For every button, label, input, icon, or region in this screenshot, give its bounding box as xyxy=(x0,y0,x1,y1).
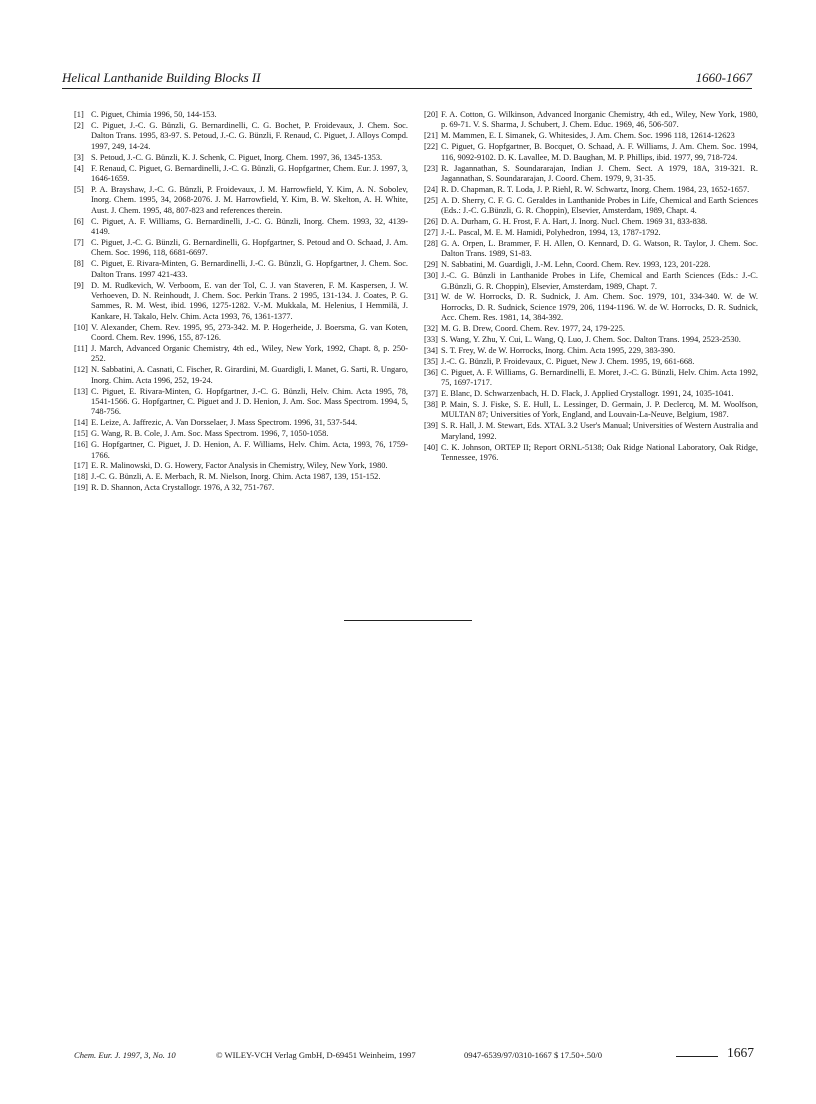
reference-number: [5] xyxy=(74,184,84,194)
reference-item xyxy=(74,217,408,238)
reference-item xyxy=(74,483,408,493)
reference-number: [20] xyxy=(424,110,438,119)
reference-number: [22] xyxy=(424,142,438,152)
reference-number: [23] xyxy=(424,163,438,173)
reference-number: [18] xyxy=(74,472,88,482)
reference-text: C. Piguet, A. F. Williams, G. Bernardinelli, E. Moret, J.-C. G. Bünzli, Helv. Chim. Acta 1992, 75, 1697-1717. xyxy=(441,367,758,388)
reference-text: C. Piguet, A. F. Williams, G. Bernardinelli, J.-C. G. Bünzli, Inorg. Chem. 1993, 32, 4139-4149. xyxy=(91,216,408,236)
reference-item xyxy=(424,443,758,464)
reference-text: J. March, Advanced Organic Chemistry, 4th ed., Wiley, New York, 1992, Chapt. 8, p. 250-252. xyxy=(91,343,408,364)
reference-item xyxy=(424,400,758,421)
reference-number: [26] xyxy=(424,217,438,227)
reference-item xyxy=(424,346,758,356)
reference-number: [19] xyxy=(74,483,88,493)
reference-text: S. T. Frey, W. de W. Horrocks, Inorg. Chim. Acta 1995, 229, 383-390. xyxy=(441,345,676,355)
reference-item xyxy=(424,271,758,292)
reference-item xyxy=(424,164,758,185)
reference-text: G. Wang, R. B. Cole, J. Am. Soc. Mass Spectrom. 1996, 7, 1050-1058. xyxy=(91,429,329,439)
reference-text: E. Leize, A. Jaffrezic, A. Van Dorsselaer, J. Mass Spectrom. 1996, 31, 537-544. xyxy=(91,418,358,428)
reference-item xyxy=(74,153,408,163)
end-of-article-rule xyxy=(344,620,472,621)
reference-item xyxy=(424,131,758,141)
page-range: 1660-1667 xyxy=(695,70,752,85)
reference-item xyxy=(74,323,408,344)
references-left-column xyxy=(74,110,408,494)
reference-text: R. D. Chapman, R. T. Loda, J. P. Riehl, R. W. Schwartz, Inorg. Chem. 1984, 23, 1652-1657. xyxy=(441,184,750,194)
reference-text: C. Piguet, E. Rivara-Minten, G. Hopfgartner, J.-C. G. Bünzli, Helv. Chim. Acta 1995, 78, 1541-1566. G. Hopfgartner, C. Piguet and J. D. Henion, J. Am. Soc. Mass Spectrom. 1994, 5, 748-756. xyxy=(91,386,408,417)
reference-text: D. M. Rudkevich, W. Verboom, E. van der Tol, C. J. van Staveren, F. M. Kaspersen, J. W. Verhoeven, D. N. Reinhoudt, J. Chem. Soc. Perkin Trans. 2 1995, 131-134. J. Coates, P. G. Sammes, R. M. West, ibid. 1996, 1275-1282. V.-M. Mukkala, M. Helenius, I Hemmilä, J. Kankare, H. Takalo, Helv. Chim. Acta 1993, 76, 1361-1377. xyxy=(91,280,408,321)
reference-number: [29] xyxy=(424,260,438,270)
reference-item xyxy=(424,142,758,163)
reference-number: [17] xyxy=(74,461,88,471)
reference-text: J.-C. G. Bünzli, A. E. Merbach, R. M. Nielson, Inorg. Chim. Acta 1987, 139, 151-152. xyxy=(91,472,381,482)
reference-number: [6] xyxy=(74,216,84,226)
reference-text: M. Mammen, E. I. Simanek, G. Whitesides, J. Am. Chem. Soc. 1996 118, 12614-12623 xyxy=(441,131,735,141)
page-number: 1667 xyxy=(727,1045,754,1060)
reference-number: [31] xyxy=(424,292,438,302)
reference-text: P. A. Brayshaw, J.-C. G. Bünzli, P. Froidevaux, J. M. Harrowfield, Y. Kim, A. N. Sobolev, Inorg. Chem. 1995, 34, 2068-2076. J. M. Harrowfield, Y. Kim, B. W. Skelton, A. H. White, Aust. J. Chem. 1995, 48, 807-823 and references therein. xyxy=(91,184,408,215)
reference-item xyxy=(74,365,408,386)
reference-item xyxy=(74,387,408,418)
reference-item xyxy=(74,238,408,259)
reference-number: [8] xyxy=(74,259,84,269)
reference-number: [30] xyxy=(424,271,438,281)
reference-text: N. Sabbatini, M. Guardigli, J.-M. Lehn, Coord. Chem. Rev. 1993, 123, 201-228. xyxy=(441,260,711,270)
reference-item xyxy=(424,421,758,442)
reference-item xyxy=(424,217,758,227)
reference-item xyxy=(424,357,758,367)
footer-publisher: © WILEY-VCH Verlag GmbH, D-69451 Weinheim, 1997 xyxy=(216,1050,416,1060)
reference-item xyxy=(424,110,758,131)
reference-text: G. Hopfgartner, C. Piguet, J. D. Henion, A. F. Williams, Helv. Chim. Acta, 1993, 76, 1759-1766. xyxy=(91,440,408,460)
reference-text: W. de W. Horrocks, D. R. Sudnick, J. Am. Chem. Soc. 1979, 101, 334-340. W. de W. Horrocks, D. R. Sudnick, Science 1979, 206, 1194-1196. W. de W. Horrocks, D. R. Sudnick, Acc. Chem. Res. 1981, 14, 384-392. xyxy=(441,292,758,323)
reference-item xyxy=(424,260,758,270)
reference-item xyxy=(74,344,408,365)
reference-text: D. A. Durham, G. H. Frost, F. A. Hart, J. Inorg. Nucl. Chem. 1969 31, 833-838. xyxy=(441,217,708,227)
reference-text: R. Jagannathan, S. Soundararajan, Indian J. Chem. Sect. A 1979, 18A, 319-321. R. Jagannathan, S. Soundararajan, J. Coord. Chem. 1979, 9, 31-35. xyxy=(441,163,758,183)
reference-item xyxy=(424,185,758,195)
reference-number: [38] xyxy=(424,399,438,409)
reference-text: S. R. Hall, J. M. Stewart, Eds. XTAL 3.2 User's Manual; Universities of Western Australia and Maryland, 1992. xyxy=(441,421,758,441)
reference-item xyxy=(74,110,408,120)
reference-text: C. Piguet, E. Rivara-Minten, G. Bernardinelli, J.-C. G. Bünzli, G. Hopfgartner, J. Chem. Soc. Dalton Trans. 1997 421-433. xyxy=(91,259,408,279)
reference-number: [11] xyxy=(74,343,88,353)
reference-text: R. D. Shannon, Acta Crystallogr. 1976, A 32, 751-767. xyxy=(91,483,275,493)
references-right-column xyxy=(424,110,758,464)
reference-number: [24] xyxy=(424,184,438,194)
reference-number: [1] xyxy=(74,110,84,119)
reference-item xyxy=(74,429,408,439)
reference-number: [13] xyxy=(74,386,88,396)
reference-text: C. Piguet, J.-C. G. Bünzli, G. Bernardinelli, G. Hopfgartner, S. Petoud and O. Schaad, J. Am. Chem. Soc. 1996, 118, 6681-6697. xyxy=(91,237,408,258)
footer-article-code: 0947-6539/97/0310-1667 $ 17.50+.50/0 xyxy=(464,1050,603,1060)
reference-item xyxy=(424,239,758,260)
reference-text: C. Piguet, Chimia 1996, 50, 144-153. xyxy=(91,110,217,119)
reference-number: [36] xyxy=(424,367,438,377)
reference-text: V. Alexander, Chem. Rev. 1995, 95, 273-342. M. P. Hogerheide, J. Boersma, G. van Koten, Coord. Chem. Rev. 1996, 155, 87-126. xyxy=(91,322,408,343)
header-rule xyxy=(62,88,752,89)
reference-item xyxy=(424,228,758,238)
reference-item xyxy=(74,121,408,152)
reference-text: C. Piguet, G. Hopfgartner, B. Bocquet, O. Schaad, A. F. Williams, J. Am. Chem. Soc. 1994, 116, 9092-9102. D. K. Lavallee, M. D. Baughan, M. P. Phillips, ibid. 1977, 99, 718-724. xyxy=(441,142,758,162)
reference-number: [21] xyxy=(424,131,438,141)
reference-number: [37] xyxy=(424,389,438,399)
reference-number: [16] xyxy=(74,440,88,450)
reference-text: N. Sabbatini, A. Casnati, C. Fischer, R. Girardini, M. Guardigli, I. Manet, G. Sarti, R. Ungaro, Inorg. Chim. Acta 1996, 252, 19-24. xyxy=(91,365,408,385)
reference-text: P. Main, S. J. Fiske, S. E. Hull, L. Lessinger, D. Germain, J. P. Declercq, M. M. Woolfson, MULTAN 87; Universities of York, England, and Louvain-La-Neuve, Belgium, 1987. xyxy=(441,399,758,420)
reference-item xyxy=(74,281,408,323)
reference-number: [25] xyxy=(424,195,438,205)
reference-item xyxy=(74,461,408,471)
reference-text: C. K. Johnson, ORTEP II; Report ORNL-5138; Oak Ridge National Laboratory, Oak Ridge, Tennessee, 1976. xyxy=(441,442,758,462)
running-header xyxy=(62,70,752,90)
reference-text: E. Blanc, D. Schwarzenbach, H. D. Flack, J. Applied Crystallogr. 1991, 24, 1035-1041. xyxy=(441,389,734,399)
reference-item xyxy=(424,368,758,389)
reference-number: [12] xyxy=(74,365,88,375)
reference-number: [39] xyxy=(424,421,438,431)
reference-number: [7] xyxy=(74,237,84,247)
reference-number: [32] xyxy=(424,324,438,334)
reference-item xyxy=(74,472,408,482)
reference-text: E. R. Malinowski, D. G. Howery, Factor Analysis in Chemistry, Wiley, New York, 1980. xyxy=(91,461,388,471)
reference-text: A. D. Sherry, C. F. G. C. Geraldes in Lanthanide Probes in Life, Chemical and Earth Sciences (Eds.: J.-C. G.Bünzli, G. R. Choppin), Elsevier, Amsterdam, 1989, Chapt. 4. xyxy=(441,195,758,216)
reference-item xyxy=(424,196,758,217)
reference-number: [33] xyxy=(424,335,438,345)
reference-number: [27] xyxy=(424,227,438,237)
reference-item xyxy=(424,389,758,399)
reference-number: [2] xyxy=(74,120,84,130)
reference-number: [9] xyxy=(74,280,84,290)
reference-text: J.-C. G. Bünzli, P. Froidevaux, C. Piguet, New J. Chem. 1995, 19, 661-668. xyxy=(441,356,695,366)
reference-number: [14] xyxy=(74,418,88,428)
reference-item xyxy=(74,259,408,280)
reference-text: J.-C. G. Bünzli in Lanthanide Probes in Life, Chemical and Earth Sciences (Eds.: J.-C. G.Bünzli, G. R. Choppin), Elsevier, Amsterdam, 1989, Chapt. 7. xyxy=(441,271,758,291)
reference-number: [3] xyxy=(74,152,84,162)
footer-journal-citation: Chem. Eur. J. 1997, 3, No. 10 xyxy=(74,1050,176,1060)
reference-text: C. Piguet, J.-C. G. Bünzli, G. Bernardinelli, C. G. Bochet, P. Froidevaux, J. Chem. Soc. Dalton Trans. 1995, 83-97. S. Petoud, J.-C. G. Bünzli, F. Renaud, C. Piguet, J. Alloys Compd. 1997, 249, 14-24. xyxy=(91,120,408,151)
reference-item xyxy=(74,418,408,428)
page-footer xyxy=(74,1047,754,1071)
reference-number: [35] xyxy=(424,356,438,366)
reference-number: [15] xyxy=(74,429,88,439)
reference-item xyxy=(74,164,408,185)
reference-text: M. G. B. Drew, Coord. Chem. Rev. 1977, 24, 179-225. xyxy=(441,324,625,334)
reference-text: F. A. Cotton, G. Wilkinson, Advanced Inorganic Chemistry, 4th ed., Wiley, New York, 1980, p. 69-71. V. S. Sharma, J. Schubert, J. Chem. Educ. 1969, 46, 506-507. xyxy=(441,110,758,130)
reference-number: [10] xyxy=(74,322,88,332)
reference-item xyxy=(74,440,408,461)
reference-text: J.-L. Pascal, M. E. M. Hamidi, Polyhedron, 1994, 13, 1787-1792. xyxy=(441,227,661,237)
reference-text: S. Wang, Y. Zhu, Y. Cui, L. Wang, Q. Luo, J. Chem. Soc. Dalton Trans. 1994, 2523-2530. xyxy=(441,335,741,345)
reference-item xyxy=(424,292,758,323)
reference-number: [40] xyxy=(424,442,438,452)
reference-text: F. Renaud, C. Piguet, G. Bernardinelli, J.-C. G. Bünzli, G. Hopfgartner, Chem. Eur. J. 1997, 3, 1646-1659. xyxy=(91,163,408,183)
reference-item xyxy=(424,324,758,334)
reference-number: [28] xyxy=(424,238,438,248)
reference-text: G. A. Orpen, L. Brammer, F. H. Allen, O. Kennard, D. G. Watson, R. Taylor, J. Chem. Soc. Dalton Trans. 1989, S1-83. xyxy=(441,238,758,259)
reference-number: [4] xyxy=(74,163,84,173)
footer-rule xyxy=(676,1056,718,1057)
reference-text: S. Petoud, J.-C. G. Bünzli, K. J. Schenk, C. Piguet, Inorg. Chem. 1997, 36, 1345-1353. xyxy=(91,152,383,162)
running-title: Helical Lanthanide Building Blocks II xyxy=(62,70,261,85)
reference-item xyxy=(424,335,758,345)
reference-number: [34] xyxy=(424,345,438,355)
reference-item xyxy=(74,185,408,216)
